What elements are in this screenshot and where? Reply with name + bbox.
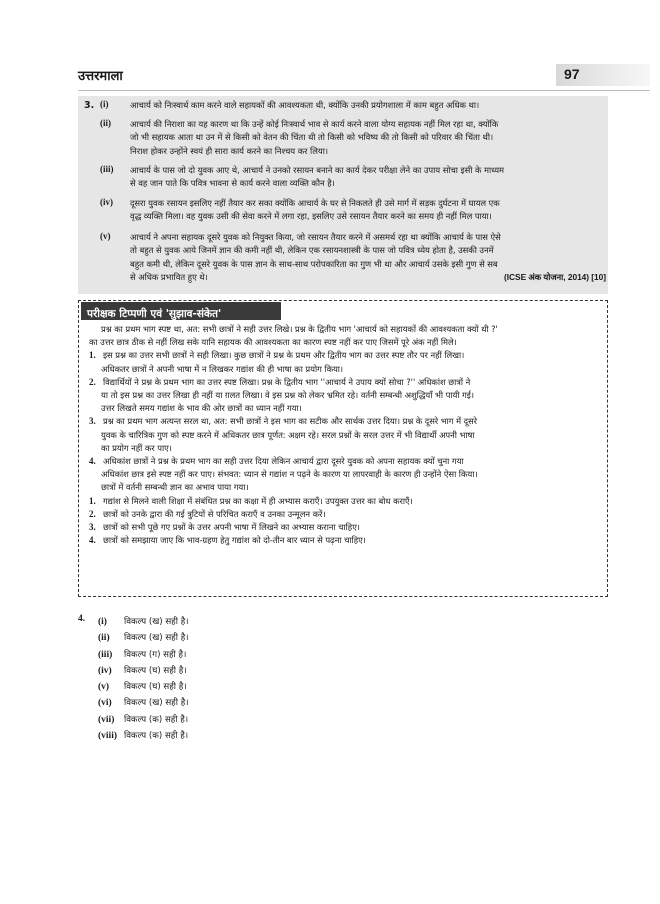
answer-text: विकल्प (ख) सही है। [124, 633, 189, 644]
answer-row [98, 614, 358, 630]
item-label: (ii) [100, 118, 111, 128]
item-text [130, 99, 606, 112]
text-line: बहुत कमी थी, लेकिन दूसरे युवक के पास ज्ञान के साथ-साथ परोपकारिता का गुण भी था और आचार्य उसके इसी गुण से सब [130, 258, 498, 269]
suggestion-number: 2. [89, 508, 96, 519]
point-line: युवक के चारित्रिक गुण को स्पष्ट करने में अधिकतर छात्र पूर्णत: अक्षम रहे। सरल प्रश्नों के सरल उत्तर में भी विद्यार्थी अपनी भाषा [101, 429, 475, 440]
answer-label: (iv) [98, 665, 112, 676]
header-divider [78, 90, 650, 91]
answer-text: विकल्प (ख) सही है। [124, 698, 189, 709]
point-line [89, 415, 601, 428]
text-line: से वह जान पाते कि पवित्र भावना से कार्य करने वाला व्यक्ति कौन है। [130, 178, 335, 189]
point-line: या तो इस प्रश्न का उत्तर लिखा ही नहीं या ग़लत लिखा। वे इस प्रश्न को लेकर भ्रमित रहे। वर्तनी सम्बन्धी अशुद्धियाँ भी पायी गई। [101, 390, 474, 401]
point-number: 1. [89, 350, 96, 361]
text-line: वृद्ध व्यक्ति मिला। वह युवक उसी की सेवा करने में लगा रहा, इसलिए उसे रसायन तैयार करने का समय ही नहीं मिल पाया। [130, 211, 492, 222]
point-line [89, 376, 601, 389]
suggestion-text: गद्यांश से मिलने वाली शिक्षा में संबंधित प्रश्न का कक्षा में ही अभ्यास कराएँ। उपयुक्त उत्तर का बोध कराएँ। [103, 495, 413, 506]
answer-row [98, 695, 358, 711]
answer-label: (vi) [98, 698, 112, 709]
answer-row [98, 647, 358, 663]
item-text [130, 118, 606, 158]
point-line: का प्रयोग नहीं कर पाए। [101, 442, 172, 453]
page-header [78, 64, 650, 86]
text-line: तो बहुत से युवक आये जिनमें ज्ञान की कमी नहीं थी, लेकिन एक रसायनशास्त्री के पास जो पवित्र ध्येय होता है, उसकी उनमें [130, 245, 494, 256]
suggestion-number: 4. [89, 535, 96, 546]
answer-text: विकल्प (घ) सही है। [124, 665, 187, 676]
answer-row [98, 630, 358, 646]
answer-text: विकल्प (क) सही है। [124, 714, 189, 725]
examiner-comments-box [78, 300, 608, 597]
item-label: (i) [100, 99, 109, 109]
answer-label: (ii) [98, 633, 110, 644]
point-text: विद्यार्थियों ने प्रश्न के प्रथम भाग का उत्तर स्पष्ट लिखा। प्रश्न के द्वितीय भाग ''आचार्य ने उपाय क्यों सोचा ?'' अधिकांश छात्रों ने [103, 376, 471, 387]
suggestion-line [89, 521, 601, 534]
answer-label: (viii) [98, 731, 117, 742]
answer-text: विकल्प (क) सही है। [124, 731, 189, 742]
item-label: (iii) [100, 164, 114, 174]
text-line: निराश होकर उन्होंने स्वयं ही सारा कार्य करने का निश्चय कर लिया। [130, 145, 328, 156]
page-number-box [556, 64, 650, 86]
answer-label: (iii) [98, 649, 113, 660]
examiner-title: परीक्षक टिप्पणी एवं 'सुझाव-संकेत' [87, 308, 222, 320]
answer-label: (v) [98, 682, 110, 693]
text-line-last: से अधिक प्रभावित हुए थे। [130, 272, 208, 283]
point-number: 4. [89, 456, 96, 467]
suggestion-text: छात्रों को समझाया जाए कि भाव-ग्रहण हेतु गद्यांश को दो-तीन बार ध्यान से पढ़ना चाहिए। [103, 535, 366, 546]
point-number: 3. [89, 416, 96, 427]
running-title: उत्तरमाला [78, 69, 123, 84]
item-text [130, 164, 606, 191]
answer-label: (vii) [98, 714, 115, 725]
suggestion-line [89, 495, 601, 508]
answer-text: विकल्प (ग) सही है। [124, 649, 187, 660]
intro-line: प्रश्न का प्रथम भाग स्पष्ट था, अत: सभी छात्रों ने सही उत्तर लिखे। प्रश्न के द्वितीय भाग 'आचार्य को सहायकों की आवश्यकता क्यों थी ?' [101, 324, 498, 334]
item-text [130, 197, 606, 224]
answer-label: (i) [98, 617, 107, 627]
item-label: (iv) [100, 197, 113, 207]
question-number: 4. [78, 614, 86, 624]
point-line: छात्रों में वर्तनी सम्बन्धी ज्ञान का अभाव पाया गया। [101, 482, 249, 493]
point-line [89, 349, 601, 362]
point-text: अधिकांश छात्रों ने प्रश्न के प्रथम भाग का सही उत्तर दिया लेकिन आचार्य द्वारा दूसरे युवक को अपना सहायक क्यों चुना गया [103, 456, 464, 467]
text-line [130, 271, 606, 284]
text-line: दूसरा युवक रसायन इसलिए नहीं तैयार कर सका क्योंकि आचार्य के घर से निकलते ही उसे मार्ग में सड़क दुर्घटना में घायल एक [130, 198, 500, 208]
text-line: आचार्य ने अपना सहायक दूसरे युवक को नियुक्त किया, जो रसायन तैयार करने में असमर्थ रहा था क्योंकि आचार्य के पास ऐसे [130, 232, 501, 242]
examiner-body [89, 323, 601, 547]
suggestion-text: छात्रों को सभी पूछे गए प्रश्नों के उत्तर अपनी भाषा में लिखने का अभ्यास कराना चाहिए। [103, 522, 360, 533]
answer-row [98, 679, 358, 695]
point-text: इस प्रश्न का उत्तर सभी छात्रों ने सही लिखा। कुछ छात्रों ने प्रश्न के प्रथम और द्वितीय भाग का उत्तर स्पष्ट तौर पर नहीं लिखा। [103, 350, 465, 361]
point-line: अधिकतर छात्रों ने अपनी भाषा में न लिखकर गद्यांश की ही भाषा का प्रयोग किया। [101, 363, 344, 374]
point-text: प्रश्न का प्रथम भाग अत्यन्त सरल था, अत: सभी छात्रों ने इस भाग का सटीक और सार्थक उत्तर दिया। प्रश्न के दूसरे भाग में दूसरे [103, 416, 478, 427]
text-line: आचार्य को निःस्वार्थ काम करने वाले सहायकों की आवश्यकता थी, क्योंकि उनकी प्रयोगशाला में काम बहुत अधिक था। [130, 100, 480, 110]
source-citation: (ICSE अंक योजना, 2014) [10] [504, 272, 606, 283]
text-line: आचार्य के पास जो दो युवक आए थे, आचार्य ने उनको रसायन बनाने का कार्य देकर परीक्षा लेने का उपाय सोचा इसी के माध्यम [130, 165, 504, 175]
page-number: 97 [564, 66, 580, 82]
intro-line: का उत्तर छात्र ठीक से नहीं लिख सके यानि सहायक की आवश्यकता का कारण स्पष्ट नहीं कर पाए जिसमें पूरे अंक नहीं मिले। [89, 337, 457, 348]
point-number: 2. [89, 376, 96, 387]
answer-text: विकल्प (घ) सही है। [124, 682, 187, 693]
suggestion-line [89, 534, 601, 547]
examiner-title-banner [81, 302, 281, 320]
point-line: अधिकांश छात्र इसे स्पष्ट नहीं कर पाए। संभवत: ध्यान से गद्यांश न पढ़ने के कारण या लापरवाही के कारण ही उन्होंने ऐसा किया। [101, 469, 478, 480]
suggestion-number: 1. [89, 495, 96, 506]
answer-text: विकल्प (ख) सही है। [124, 617, 189, 627]
text-line: आचार्य की निराशा का यह कारण था कि उन्हें कोई निःस्वार्थ भाव से कार्य करने वाला योग्य सहायक नहीं मिल रहा था, क्योंकि [130, 119, 499, 129]
point-line: उत्तर लिखते समय गद्यांश के भाव की ओर छात्रों का ध्यान नहीं गया। [101, 403, 302, 414]
suggestion-line [89, 508, 601, 521]
question-number: 3. [84, 100, 95, 111]
answer-row [98, 712, 358, 728]
answer-row [98, 663, 358, 679]
item-text [130, 231, 606, 285]
item-label: (v) [100, 231, 111, 241]
text-line: जो भी सहायक आता था उन में से किसी को वेतन की चिंता थी तो किसी को भविष्य की तो किसी को परिवार की चिंता थी। [130, 132, 494, 143]
suggestion-number: 3. [89, 522, 96, 533]
suggestion-text: छात्रों को उनके द्वारा की गई त्रुटियों से परिचित कराएँ व उनका उन्मूलन करें। [103, 508, 326, 519]
point-line [89, 455, 601, 468]
question-3-answer-block [78, 96, 608, 294]
answer-list [98, 614, 358, 744]
answer-row [98, 728, 358, 744]
